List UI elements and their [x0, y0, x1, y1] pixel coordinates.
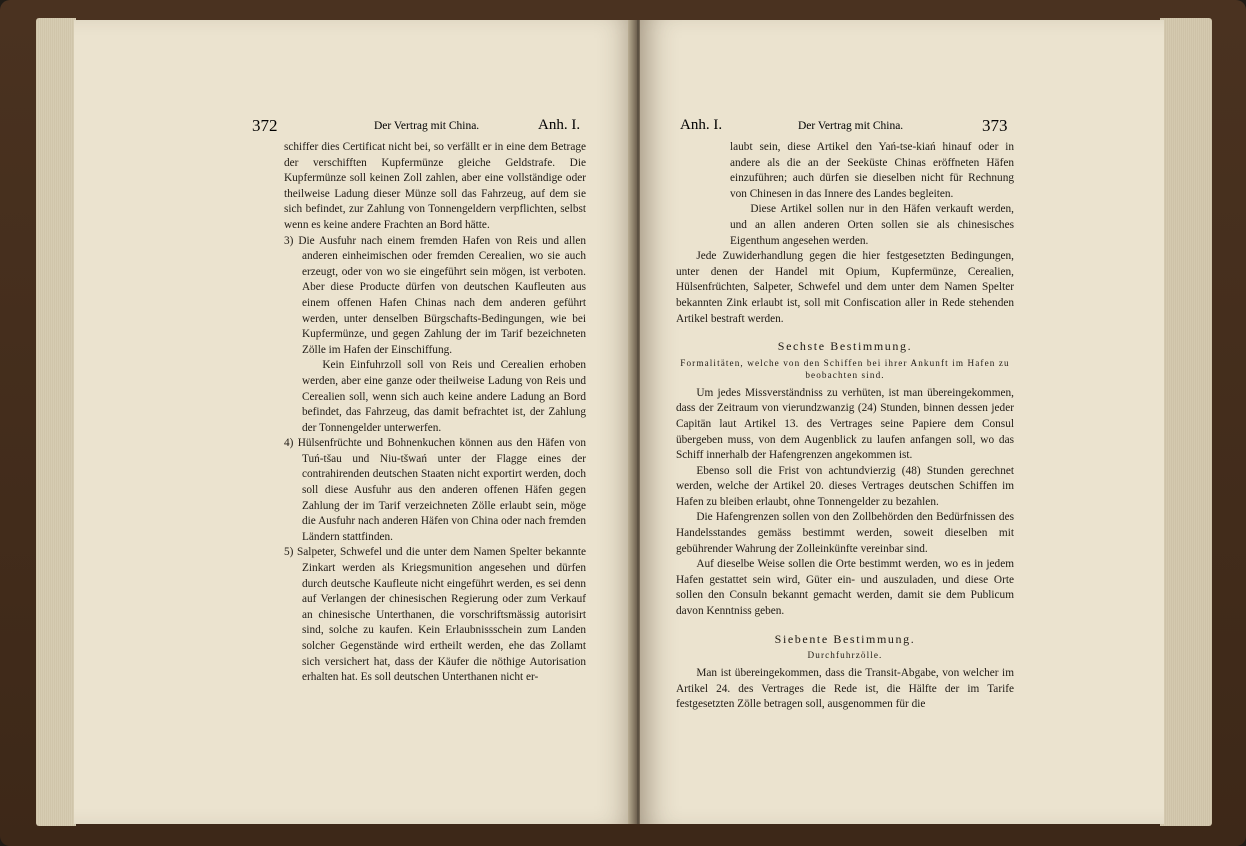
left-paragraph-item-4: 4) Hülsenfrüchte und Bohnenkuchen können aus den Häfen von Tuń-tšau und Niu-tšwań unter der Flagge eines der contrahirenden deutschen Staaten nicht exportirt werden, doch soll diese Ausfuhr aus den anderen offenen Häfen gegen Zahlung der im Tarif verzeichneten Zölle erlaubt sein, möge die Ausfuhr nach anderen Häfen von China oder nach fremden Ländern stattfinden.	[284, 437, 586, 543]
page-edges-left	[36, 18, 76, 826]
page-edges-right	[1160, 18, 1212, 826]
right-page-intro	[676, 140, 1014, 249]
right-intro-paragraph-1: laubt sein, diese Artikel den Yań-tse-kiań hinauf oder in andere als die an der Seeküste Chinas eröffneten Häfen einzuführen; auch dürfen sie dieselben nicht für Rechnung von Chinesen in das Innere des Landes begleiten.	[730, 141, 1014, 200]
section-7-heading: Siebente Bestimmung.	[774, 631, 916, 646]
section-6-paragraph-2: Ebenso soll die Frist von achtundvierzig (48) Stunden gerechnet werden, welche der Artikel 20. dieses Vertrages deutschen Schiffen im Hafen zu bleiben erlaubt, ohne Tonnengelder zu bezahlen.	[676, 464, 1014, 508]
left-paragraph-item-3: 3) Die Ausfuhr nach einem fremden Hafen von Reis und allen anderen einheimischen oder fremden Cerealien, wo sie auch erzeugt, oder von wo sie eingeführt sein mögen, ist verboten. Aber diese Producte dürfen von deutschen Kaufleuten aus einem offenen Hafen Chinas nach dem anderen geführt werden, unter denselben Bürgschafts-Bedingungen, wie bei Kupfermünze, und gegen Zahlung der im Tarif bezeichneten Zölle im Hafen der Einschiffung.	[284, 234, 586, 356]
right-paragraph-violations: Jede Zuwiderhandlung gegen die hier festgesetzten Bedingungen, unter denen der Handel mit Opium, Kupfermünze, Cerealien, Hülsenfrüchten, Salpeter, Schwefel und dem unter dem Namen Spelter bekannten Zink erlaubt ist, soll mit Confiscation aller in Rede stehenden Artikel bestraft werden.	[676, 250, 1014, 325]
right-page-number: 373	[982, 116, 1008, 135]
section-6-paragraph-1: Um jedes Missverständniss zu verhüten, ist man übereingekommen, dass der Zeitraum von vierundzwanzig (24) Stunden, binnen dessen jeder Capitän laut Artikel 13. des Vertrages seine Papiere dem Consul übergeben muss, von dem Augenblick zu laufen anfangen soll, wo das Schiff innerhalb der Hafengrenzen angekommen ist.	[676, 386, 1014, 462]
right-page-body	[676, 140, 1014, 713]
left-paragraph-item-3-continued: Kein Einfuhrzoll soll von Reis und Cerealien erhoben werden, aber eine ganze oder theilweise Ladung von Reis und Cerealien soll, wenn sich auch keine andere Ladung an Bord befindet, das Fahrzeug, das damit befrachtet ist, der Zahlung der Tonnengelder unterwerfen.	[302, 359, 586, 434]
left-paragraph-1: schiffer dies Certificat nicht bei, so verfällt er in eine dem Betrage der verschifften Kupfermünze gleiche Geldstrafe. Die Kupfermünze soll keinen Zoll zahlen, aber eine vollständige oder theilweise Ladung dieser Münze soll das Fahrzeug, auf dem sie sich befindet, zur Zahlung von Tonnengeldern verpflichten, selbst wenn es keine andere Frachten an Bord hätte.	[284, 141, 586, 231]
left-page	[74, 20, 636, 824]
left-page-body	[284, 140, 586, 686]
left-page-number: 372	[252, 116, 278, 135]
section-6-paragraph-4: Auf dieselbe Weise sollen die Orte bestimmt werden, wo es in jedem Hafen gestattet sein wird, Güter ein- und auszuladen, und diese Orte sollen den Consuln bekannt gemacht werden, damit sie dem Publicum davon Kenntniss geben.	[676, 558, 1014, 618]
section-6-paragraph-3: Die Hafengrenzen sollen von den Zollbehörden den Bedürfnissen des Handelsstandes gemäss bestimmt werden, soweit dieselben mit gebührender Wahrung der Zolleinkünfte vereinbar sind.	[676, 511, 1014, 555]
section-7-subheading: Durchfuhrzölle.	[807, 650, 883, 661]
left-running-title: Der Vertrag mit China.	[374, 120, 480, 132]
right-section-label: Anh. I.	[680, 117, 723, 133]
section-6-heading: Sechste Bestimmung.	[777, 339, 913, 354]
left-section-label: Anh. I.	[538, 117, 581, 133]
right-page	[640, 20, 1164, 824]
right-running-title: Der Vertrag mit China.	[798, 120, 904, 132]
right-intro-paragraph-2: Diese Artikel sollen nur in den Häfen verkauft werden, und an allen anderen Orten sollen sie als chinesisches Eigenthum angesehen werden.	[730, 203, 1014, 247]
left-paragraph-item-5: 5) Salpeter, Schwefel und die unter dem Namen Spelter bekannte Zinkart werden als Kriegsmunition angesehen und dürfen durch deutsche Kaufleute nicht eingeführt werden, es sei denn auf Verlangen der chinesischen Regierung oder zum Verkauf an chinesische Unterthanen, die vorschriftsmässig autorisirt sind, solche zu kaufen. Kein Erlaubnissschein zum Landen solcher Gegenstände wird ertheilt werden, ehe das Zollamt sich versichert hat, dass der Käufer die nöthige Autorisation erhalten hat. Es soll deutschen Unterthanen nicht er-	[284, 546, 586, 684]
section-7-paragraph-1: Man ist übereingekommen, dass die Transit-Abgabe, von welcher im Artikel 24. des Vertrages die Rede ist, die Hälfte der im Tarife festgesetzten Zölle betragen soll, ausgenommen für die	[676, 667, 1014, 711]
section-6-subheading: Formalitäten, welche von den Schiffen bei ihrer Ankunft im Hafen zu beobachten sind.	[680, 357, 1010, 380]
